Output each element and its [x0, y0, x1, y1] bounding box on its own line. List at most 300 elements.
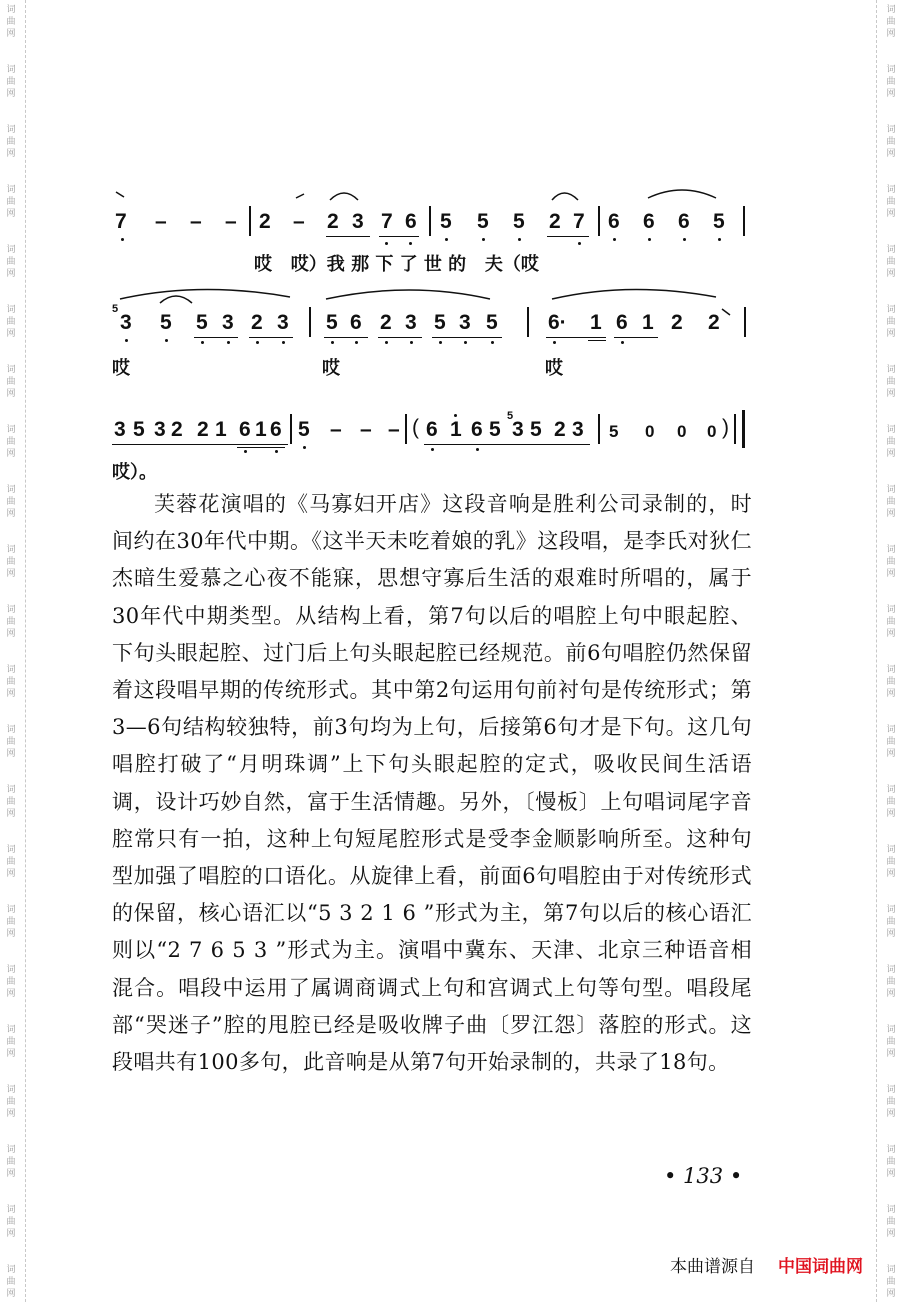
watermark-char: 网 — [886, 29, 896, 39]
watermark-text — [4, 484, 18, 520]
watermark-char: 词 — [6, 485, 16, 495]
note: – — [360, 418, 372, 441]
note: 5 — [713, 210, 725, 233]
source-site[interactable]: 中国词曲网 — [778, 1257, 863, 1277]
watermark-text — [884, 964, 898, 1000]
note: 2 — [171, 418, 183, 441]
watermark-text — [884, 904, 898, 940]
watermark-char: 曲 — [6, 1037, 16, 1047]
score-row-2 — [0, 285, 902, 345]
octave-dot — [464, 341, 467, 344]
octave-dot — [303, 446, 306, 449]
watermark-char: 网 — [886, 989, 896, 999]
watermark-text — [4, 964, 18, 1000]
note: 5 — [609, 422, 619, 441]
watermark-char: 曲 — [886, 917, 896, 927]
octave-dot — [282, 341, 285, 344]
watermark-char: 网 — [886, 269, 896, 279]
note: 6 — [608, 210, 620, 233]
score-row-2-lyric-a: 哎 — [112, 358, 130, 379]
octave-dot — [621, 341, 624, 344]
watermark-char: 词 — [6, 185, 16, 195]
watermark-char: 曲 — [6, 137, 16, 147]
watermark-char: 网 — [886, 1289, 896, 1299]
watermark-char: 网 — [6, 1049, 16, 1059]
watermark-char: 词 — [6, 605, 16, 615]
grace-note: 5 — [507, 410, 514, 422]
watermark-char: 词 — [6, 245, 16, 255]
note: – — [330, 418, 342, 441]
watermark-char: 曲 — [6, 317, 16, 327]
watermark-char: 网 — [6, 1229, 16, 1239]
octave-dot — [385, 341, 388, 344]
octave-dot — [431, 448, 434, 451]
watermark-text — [884, 124, 898, 160]
octave-dot — [454, 414, 457, 417]
note: 5 — [440, 210, 452, 233]
watermark-char: 词 — [6, 1025, 16, 1035]
octave-dot — [227, 341, 230, 344]
watermark-char: 曲 — [6, 1217, 16, 1227]
watermark-text — [884, 784, 898, 820]
note: 5 — [196, 311, 208, 334]
note: 2 — [259, 210, 271, 233]
beam — [547, 236, 589, 237]
watermark-char: 曲 — [6, 77, 16, 87]
note: – — [190, 210, 202, 233]
note: 6 — [405, 210, 417, 233]
watermark-char: 曲 — [6, 377, 16, 387]
watermark-text — [4, 1144, 18, 1180]
watermark-text — [884, 244, 898, 280]
watermark-char: 曲 — [6, 257, 16, 267]
octave-dot — [256, 341, 259, 344]
grace-note: 5 — [112, 303, 119, 315]
watermark-text — [884, 64, 898, 100]
watermark-char: 词 — [6, 1085, 16, 1095]
watermark-char: 曲 — [6, 1157, 16, 1167]
note: 6 — [678, 210, 690, 233]
watermark-char: 曲 — [886, 137, 896, 147]
watermark-char: 网 — [6, 929, 16, 939]
watermark-char: 曲 — [886, 1097, 896, 1107]
watermark-char: 词 — [886, 1085, 896, 1095]
watermark-char: 词 — [6, 665, 16, 675]
watermark-char: 曲 — [6, 617, 16, 627]
note: 3 — [405, 311, 417, 334]
octave-dot — [165, 339, 168, 342]
beam — [379, 236, 419, 237]
watermark-char: 曲 — [886, 317, 896, 327]
octave-dot — [201, 341, 204, 344]
note: 5 — [326, 311, 338, 334]
watermark-char: 网 — [6, 89, 16, 99]
watermark-char: 网 — [886, 869, 896, 879]
bar-line — [744, 307, 746, 337]
note: 5 — [434, 311, 446, 334]
beam — [249, 337, 293, 338]
watermark-char: 网 — [6, 329, 16, 339]
note: 0 — [707, 422, 717, 441]
note: ( — [412, 416, 419, 439]
watermark-char: 网 — [6, 1289, 16, 1299]
watermark-char: 曲 — [886, 437, 896, 447]
watermark-char: 词 — [886, 605, 896, 615]
watermark-char: 曲 — [6, 917, 16, 927]
watermark-char: 词 — [886, 5, 896, 15]
watermark-char: 词 — [886, 365, 896, 375]
watermark-char: 曲 — [6, 677, 16, 687]
watermark-text — [4, 1024, 18, 1060]
note: – — [293, 210, 305, 233]
octave-dot — [553, 341, 556, 344]
watermark-char: 网 — [6, 29, 16, 39]
watermark-char: 词 — [886, 1205, 896, 1215]
watermark-text — [884, 604, 898, 640]
bar-line — [742, 410, 745, 448]
watermark-char: 词 — [886, 305, 896, 315]
watermark-text — [884, 544, 898, 580]
watermark-char: 曲 — [886, 677, 896, 687]
body-paragraph: 芙蓉花演唱的《马寡妇开店》这段音响是胜利公司录制的，时间约在30年代中期。《这半天未吃着娘的乳》这段唱，是李氏对狄仁杰暗生爱慕之心夜不能寐，思想守寡后生活的艰难时所唱的，属于30年代中期类型。从结构上看，第7句以后的唱腔上句中眼起腔、下句头眼起腔、过门后上句头眼起腔已经规范。前6句唱腔仍然保留着这段唱早期的传统形式。其中第2句运用句前衬句是传统形式；第3—6句结构较独特，前3句均为上句，后接第6句才是下句。这几句唱腔打破了“月明珠调”上下句头眼起腔的定式，吸收民间生活语调，设计巧妙自然，富于生活情趣。另外，〔慢板〕上句唱词尾字音腔常只有一拍，这种上句短尾腔形式是受李金顺影响所至。这种句型加强了唱腔的口语化。从旋律上看，前面6句唱腔由于对传统形式的保留，核心语汇以“5 3 2 1 6 ”形式为主，第7句以后的核心语汇则以“2 7 6 5 3 ”形式为主。演唱中冀东、天津、北京三种语音相混合。唱段中运用了属调商调式上句和宫调式上句等句型。唱段尾部“哭迷子”腔的甩腔已经是吸收牌子曲〔罗江怨〕落腔的形式。这段唱共有100多句，此音响是从第7句开始录制的，共录了18句。 — [112, 492, 752, 1075]
watermark-char: 曲 — [886, 977, 896, 987]
watermark-char: 词 — [886, 1025, 896, 1035]
bar-line — [598, 206, 600, 236]
watermark-char: 网 — [6, 209, 16, 219]
watermark-char: 网 — [886, 749, 896, 759]
watermark-text — [4, 844, 18, 880]
watermark-char: 曲 — [886, 497, 896, 507]
watermark-char: 词 — [886, 905, 896, 915]
watermark-char: 曲 — [886, 197, 896, 207]
watermark-char: 词 — [886, 665, 896, 675]
watermark-char: 网 — [886, 389, 896, 399]
score-row-2-lyric-b: 哎 — [322, 358, 340, 379]
watermark-text — [4, 244, 18, 280]
score-row-3-lyrics: 哎）。 — [112, 462, 157, 483]
slur-marks — [0, 285, 902, 325]
watermark-char: 曲 — [6, 857, 16, 867]
watermark-char: 网 — [886, 1109, 896, 1119]
watermark-char: 网 — [6, 989, 16, 999]
watermark-char: 网 — [6, 389, 16, 399]
watermark-char: 曲 — [6, 497, 16, 507]
watermark-char: 词 — [6, 305, 16, 315]
note: 5 — [489, 418, 501, 441]
watermark-text — [4, 1084, 18, 1120]
note: 5 — [133, 418, 145, 441]
watermark-text — [4, 64, 18, 100]
watermark-char: 曲 — [886, 1157, 896, 1167]
note: 1 — [450, 418, 462, 441]
watermark-char: 网 — [886, 449, 896, 459]
note: 1 — [215, 418, 227, 441]
note: 3 — [222, 311, 234, 334]
watermark-char: 曲 — [886, 857, 896, 867]
beam — [194, 337, 238, 338]
beam — [614, 337, 658, 338]
note: – — [225, 210, 237, 233]
beam — [432, 337, 502, 338]
watermark-char: 曲 — [886, 617, 896, 627]
beam — [237, 447, 285, 448]
octave-dot — [275, 450, 278, 453]
watermark-char: 词 — [886, 185, 896, 195]
note: 5 — [160, 311, 172, 334]
note: 3 — [572, 418, 584, 441]
watermark-text — [4, 364, 18, 400]
watermark-char: 词 — [886, 845, 896, 855]
note: 2 — [380, 311, 392, 334]
note: 6 — [471, 418, 483, 441]
octave-dot — [491, 341, 494, 344]
watermark-char: 曲 — [6, 437, 16, 447]
score-row-1-lyrics: 哎 哎）我 那 下 了 世 的 夫（哎 — [254, 254, 539, 275]
note: 3 — [114, 418, 126, 441]
watermark-text — [4, 544, 18, 580]
source-label: 本曲谱源自 — [670, 1257, 755, 1277]
watermark-char: 词 — [886, 545, 896, 555]
octave-dot — [409, 242, 412, 245]
beam — [112, 444, 288, 445]
note: 6 — [426, 418, 438, 441]
watermark-char: 网 — [886, 569, 896, 579]
watermark-char: 网 — [886, 149, 896, 159]
watermark-char: 曲 — [886, 257, 896, 267]
watermark-char: 网 — [886, 629, 896, 639]
note: 3 — [154, 418, 166, 441]
note: 6 — [616, 311, 628, 334]
bar-line — [743, 206, 745, 236]
note: – — [388, 418, 400, 441]
watermark-char: 词 — [886, 1265, 896, 1275]
octave-dot — [648, 238, 651, 241]
watermark-char: 网 — [886, 1169, 896, 1179]
bar-line — [527, 307, 529, 337]
watermark-char: 网 — [6, 629, 16, 639]
octave-dot — [121, 238, 124, 241]
watermark-char: 曲 — [6, 17, 16, 27]
watermark-char: 网 — [6, 869, 16, 879]
watermark-char: 词 — [6, 905, 16, 915]
beam — [546, 337, 606, 338]
watermark-text — [4, 664, 18, 700]
watermark-char: 词 — [6, 1145, 16, 1155]
watermark-char: 网 — [6, 749, 16, 759]
bar-line — [290, 414, 292, 444]
watermark-char: 曲 — [6, 1277, 16, 1287]
watermark-char: 词 — [6, 365, 16, 375]
watermark-char: 网 — [886, 689, 896, 699]
watermark-char: 词 — [886, 725, 896, 735]
watermark-char: 网 — [886, 1229, 896, 1239]
beam — [588, 340, 606, 341]
note: 6 — [270, 418, 282, 441]
watermark-char: 曲 — [6, 797, 16, 807]
octave-dot — [683, 238, 686, 241]
octave-dot — [613, 238, 616, 241]
watermark-char: 词 — [886, 125, 896, 135]
watermark-char: 词 — [886, 1145, 896, 1155]
watermark-char: 词 — [6, 5, 16, 15]
watermark-char: 网 — [6, 809, 16, 819]
octave-dot — [718, 238, 721, 241]
watermark-text — [884, 724, 898, 760]
watermark-char: 词 — [886, 965, 896, 975]
note: 1 — [590, 311, 602, 334]
watermark-char: 网 — [886, 1049, 896, 1059]
watermark-char: 词 — [6, 1265, 16, 1275]
octave-dot — [439, 341, 442, 344]
watermark-text — [884, 844, 898, 880]
watermark-char: 词 — [6, 965, 16, 975]
note: 3 — [120, 311, 132, 334]
watermark-char: 词 — [6, 125, 16, 135]
score-row-3 — [0, 396, 902, 456]
watermark-text — [884, 1144, 898, 1180]
score-row-2-lyric-c: 哎 — [545, 358, 563, 379]
watermark-char: 网 — [6, 449, 16, 459]
watermark-char: 词 — [6, 845, 16, 855]
note: 2 — [671, 311, 683, 334]
watermark-char: 网 — [6, 149, 16, 159]
note: 5 — [530, 418, 542, 441]
bar-line — [598, 414, 600, 444]
note: 3 — [277, 311, 289, 334]
watermark-char: 曲 — [886, 17, 896, 27]
watermark-text — [884, 1024, 898, 1060]
watermark-char: 词 — [6, 545, 16, 555]
note: 2 — [251, 311, 263, 334]
watermark-text — [884, 484, 898, 520]
watermark-char: 网 — [6, 569, 16, 579]
watermark-char: 词 — [886, 245, 896, 255]
octave-dot — [482, 238, 485, 241]
beam — [424, 444, 590, 445]
note: 3 — [512, 418, 524, 441]
note: 2 — [554, 418, 566, 441]
watermark-char: 曲 — [6, 1097, 16, 1107]
octave-dot — [125, 339, 128, 342]
note: 6 — [239, 418, 251, 441]
watermark-char: 词 — [6, 725, 16, 735]
body-text — [112, 486, 752, 1081]
note: 7 — [115, 210, 127, 233]
watermark-text — [884, 664, 898, 700]
note: 3 — [352, 210, 364, 233]
watermark-char: 网 — [6, 509, 16, 519]
watermark-char: 曲 — [886, 77, 896, 87]
watermark-char: 曲 — [6, 977, 16, 987]
watermark-text — [4, 124, 18, 160]
watermark-char: 曲 — [6, 737, 16, 747]
note: 2 — [327, 210, 339, 233]
note: 2 — [197, 418, 209, 441]
bar-line — [405, 414, 407, 444]
watermark-text — [4, 604, 18, 640]
watermark-char: 曲 — [886, 557, 896, 567]
note: 1 — [642, 311, 654, 334]
watermark-text — [884, 1264, 898, 1300]
note: 6 — [350, 311, 362, 334]
watermark-char: 网 — [886, 809, 896, 819]
octave-dot — [355, 341, 358, 344]
note: 0 — [677, 422, 687, 441]
watermark-char: 网 — [6, 1169, 16, 1179]
watermark-char: 词 — [6, 785, 16, 795]
note: 7 — [381, 210, 393, 233]
note: 1 — [255, 418, 267, 441]
watermark-text — [4, 4, 18, 40]
watermark-text — [4, 1264, 18, 1300]
octave-dot — [476, 448, 479, 451]
watermark-char: 曲 — [886, 797, 896, 807]
note: 5 — [298, 418, 310, 441]
watermark-char: 网 — [6, 269, 16, 279]
watermark-char: 网 — [6, 689, 16, 699]
watermark-char: 曲 — [6, 197, 16, 207]
octave-dot — [410, 341, 413, 344]
watermark-text — [884, 1204, 898, 1240]
note: – — [155, 210, 167, 233]
score-row-1 — [0, 188, 902, 248]
octave-dot — [578, 242, 581, 245]
note: 3 — [459, 311, 471, 334]
watermark-char: 曲 — [886, 377, 896, 387]
watermark-char: 网 — [886, 89, 896, 99]
watermark-char: 网 — [886, 329, 896, 339]
watermark-char: 词 — [886, 485, 896, 495]
watermark-char: 网 — [886, 209, 896, 219]
beam — [378, 337, 422, 338]
watermark-char: 曲 — [6, 557, 16, 567]
page-number: • 133 • — [664, 1164, 743, 1188]
beam — [324, 337, 368, 338]
watermark-text — [4, 724, 18, 760]
watermark-char: 词 — [886, 785, 896, 795]
note: 0 — [645, 422, 655, 441]
octave-dot — [518, 238, 521, 241]
note: 6· — [548, 311, 567, 334]
note: 6 — [643, 210, 655, 233]
note: ) — [722, 416, 729, 439]
note: 2 — [708, 311, 720, 334]
watermark-text — [4, 784, 18, 820]
note: 5 — [486, 311, 498, 334]
watermark-char: 曲 — [886, 1037, 896, 1047]
watermark-text — [884, 4, 898, 40]
bar-line — [249, 206, 251, 236]
watermark-char: 网 — [6, 1109, 16, 1119]
watermark-char: 曲 — [886, 737, 896, 747]
note: 5 — [513, 210, 525, 233]
note: 7 — [573, 210, 585, 233]
octave-dot — [244, 450, 247, 453]
watermark-char: 网 — [886, 929, 896, 939]
watermark-text — [884, 364, 898, 400]
octave-dot — [445, 238, 448, 241]
watermark-char: 词 — [6, 1205, 16, 1215]
bar-line — [429, 206, 431, 236]
note: 5 — [477, 210, 489, 233]
watermark-char: 词 — [886, 65, 896, 75]
beam — [326, 236, 370, 237]
watermark-char: 曲 — [886, 1277, 896, 1287]
watermark-char: 词 — [6, 425, 16, 435]
octave-dot — [385, 242, 388, 245]
note: 2 — [549, 210, 561, 233]
watermark-text — [4, 1204, 18, 1240]
